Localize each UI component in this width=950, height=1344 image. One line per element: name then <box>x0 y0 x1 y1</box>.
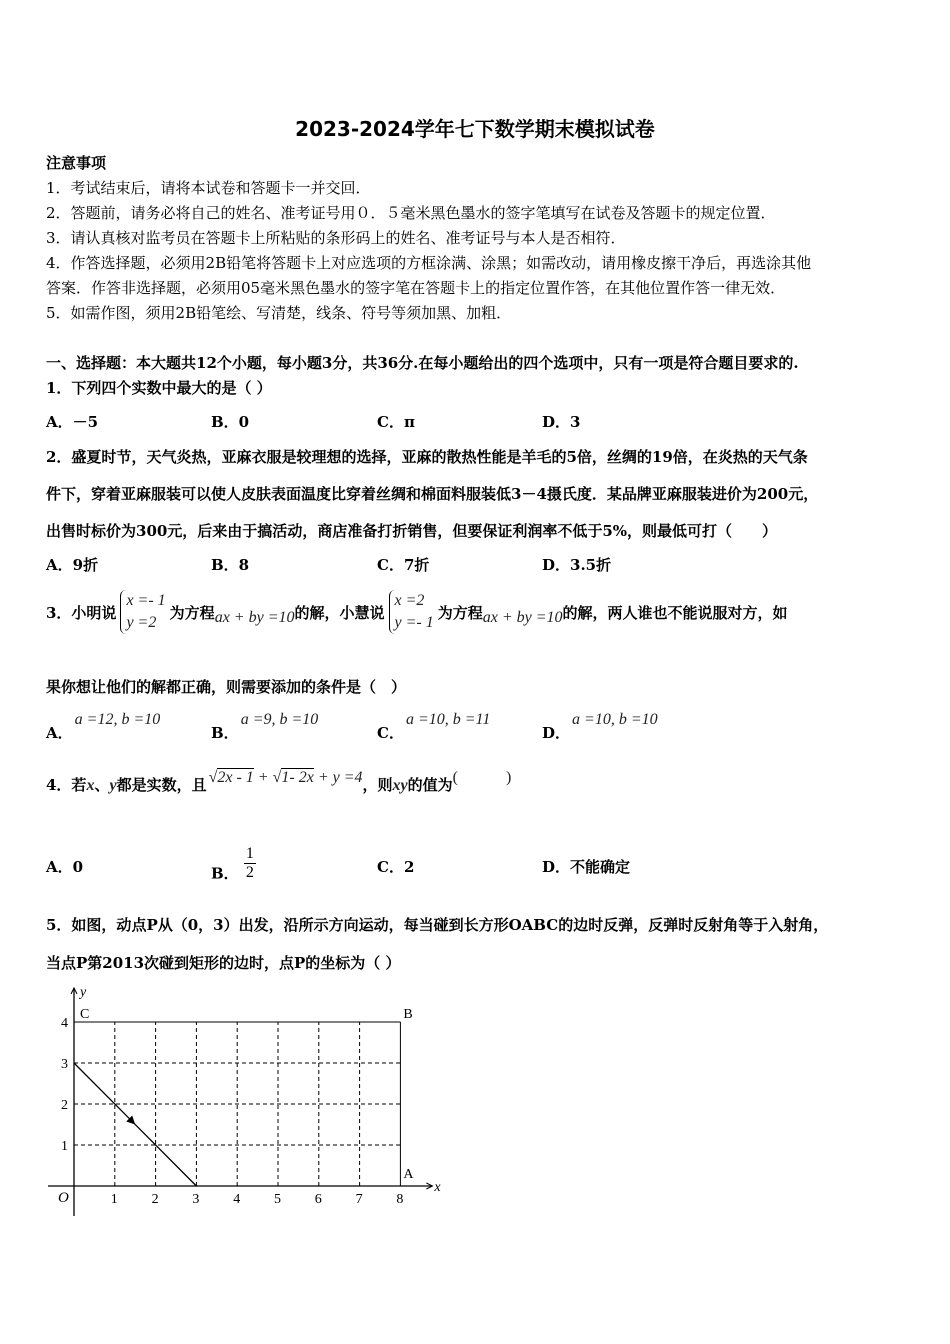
y-tick-label: 3 <box>61 1057 68 1072</box>
q3-option-c <box>377 708 491 742</box>
q4-option-c: C．2 <box>377 858 415 876</box>
q4-text: 的值为 <box>407 776 453 794</box>
q4-text: 4．若 <box>46 776 87 794</box>
option-math: a =9, b =10 <box>240 711 319 728</box>
path-series <box>74 1063 196 1186</box>
equation: y =- 1 <box>394 614 434 631</box>
numerator: 1 <box>245 845 254 862</box>
q4-option-b <box>211 845 256 893</box>
radicand: 1- 2x <box>281 769 314 786</box>
q3-line2: 果你想让他们的解都正确，则需要添加的条件是（ ） <box>46 678 407 696</box>
option-letter: A． <box>46 724 73 742</box>
q2-option-a: A．9折 <box>46 556 99 574</box>
q4-equation <box>209 769 363 787</box>
notice-item: 1．考试结束后，请将本试卷和答题卡一并交回． <box>46 179 371 197</box>
q3-stem <box>46 590 788 634</box>
y-tick-label: 1 <box>61 1139 68 1154</box>
q2-option-b: B．8 <box>211 556 250 574</box>
q3-text: 的解，两人谁也不能说服对方，如 <box>562 603 788 622</box>
q1-stem: 1．下列四个实数中最大的是（ ） <box>46 379 272 397</box>
q3-equation: ax + by =10 <box>482 609 563 626</box>
x-tick-label: 7 <box>355 1192 363 1207</box>
q4-option-d: D．不能确定 <box>542 858 631 876</box>
y-tick-label: 2 <box>61 1098 68 1113</box>
notice-item: 3．请认真核对监考员在答题卡上所粘贴的条形码上的姓名、准考证号与本人是否相符． <box>46 229 626 247</box>
q5-figure <box>0 978 950 1218</box>
q3-option-b <box>211 708 319 742</box>
q2-line: 2．盛夏时节，天气炎热，亚麻衣服是较理想的选择，亚麻的散热性能是羊毛的5倍，丝绸的19倍，在炎热的天气条 <box>46 448 808 466</box>
q1-option-d: D．3 <box>542 413 581 431</box>
y-tick-label: 4 <box>61 1016 68 1031</box>
x-tick-label: 1 <box>110 1192 118 1207</box>
q4-var: x <box>86 777 95 794</box>
x-tick-label: 3 <box>192 1192 200 1207</box>
q3-option-a <box>46 708 161 742</box>
tick-labels <box>58 985 441 1207</box>
equation: y =2 <box>126 614 157 631</box>
denominator: 2 <box>245 864 254 881</box>
y-axis-label: y <box>80 985 87 1000</box>
q5-line: 当点P第2013次碰到矩形的边时，点P的坐标为（ ） <box>46 954 401 972</box>
q2-line: 件下，穿着亚麻服装可以使人皮肤表面温度比穿着丝绸和棉面料服装低3－4摄氏度．某品牌亚麻服装进价为200元， <box>46 485 819 503</box>
origin-label: O <box>58 1190 69 1206</box>
q4-text: 、 <box>94 776 110 794</box>
option-letter: B． <box>211 724 239 742</box>
x-tick-label: 2 <box>151 1192 159 1207</box>
page-title: 2023-2024学年七下数学期末模拟试卷 <box>295 117 655 141</box>
q2-line: 出售时标价为300元，后来由于搞活动，商店准备打折销售，但要保证利润率不低于5%，则最低可打（ ） <box>46 522 778 540</box>
notice-item: 5．如需作图，须用2B铅笔绘、写清楚，线条、符号等须加黑、加粗． <box>46 304 512 322</box>
q3-text: 3．小明说 <box>46 603 117 622</box>
option-letter: C． <box>377 724 404 742</box>
q3-text: 的解，小慧说 <box>294 603 385 622</box>
x-tick-label: 4 <box>233 1192 241 1207</box>
radicand: 2x - 1 <box>217 769 254 786</box>
q3-system-1 <box>120 590 165 634</box>
notice-item: 2．答题前，请务必将自己的姓名、准考证号用０．５毫米黑色墨水的签字笔填写在试卷及答题卡的规定位置． <box>46 204 776 222</box>
x-axis-label: x <box>434 1180 441 1195</box>
x-tick-label: 8 <box>396 1192 404 1207</box>
sqrt-icon: √ <box>208 769 218 786</box>
q4-var: y <box>109 777 117 794</box>
operator: + <box>253 769 273 786</box>
section-heading: 一、选择题：本大题共12个小题，每小题3分，共36分.在每小题给出的四个选项中，只有一项是符合题目要求的. <box>46 354 799 372</box>
q1-option-c: C．π <box>377 413 415 431</box>
x-tick-label: 6 <box>314 1192 322 1207</box>
q1-option-a: A．－5 <box>46 413 99 431</box>
option-math: a =10, b =10 <box>572 711 658 728</box>
q3-equation: ax + by =10 <box>214 609 295 626</box>
fraction <box>244 845 256 882</box>
q5-line: 5．如图，动点P从（0，3）出发，沿所示方向运动，每当碰到长方形OABC的边时反弹，反弹时反射角等于入射角， <box>46 916 829 934</box>
option-letter: B． <box>211 864 239 883</box>
notice-item: 4．作答选择题，必须用2B铅笔将答题卡上对应选项的方框涂满、涂黑；如需改动，请用橡皮擦干净后，再选涂其他 <box>46 254 812 272</box>
q3-option-d <box>542 708 658 742</box>
equation: x =- 1 <box>126 592 166 609</box>
q4-option-a: A．0 <box>46 858 84 876</box>
q3-text: 为方程 <box>437 603 483 622</box>
q1-option-b: B．0 <box>211 413 250 431</box>
q2-option-d: D．3.5折 <box>542 556 612 574</box>
q4-text: ，则 <box>362 776 393 794</box>
sqrt-icon: √ <box>272 769 282 786</box>
q3-system-2 <box>389 590 434 634</box>
option-math: a =12, b =10 <box>74 711 161 728</box>
q4-stem <box>46 769 512 795</box>
notice-heading: 注意事项 <box>46 154 107 172</box>
equation: x =2 <box>394 592 425 609</box>
point-label: C <box>80 1007 90 1022</box>
q4-text: 都是实数，且 <box>116 776 207 794</box>
q4-answer-paren: ( ) <box>452 769 512 786</box>
x-tick-label: 5 <box>274 1192 281 1207</box>
option-math: a =10, b =11 <box>405 711 491 728</box>
notice-item: 答案．作答非选择题，必须用05毫米黑色墨水的签字笔在答题卡上的指定位置作答，在其他位置作答一律无效． <box>46 279 786 297</box>
q2-option-c: C．7折 <box>377 556 430 574</box>
q4-var: xy <box>392 777 408 794</box>
q3-text: 为方程 <box>169 603 215 622</box>
grid <box>74 1022 400 1186</box>
equation-tail: + y =4 <box>313 769 363 786</box>
option-letter: D． <box>542 724 571 742</box>
point-label: A <box>403 1167 414 1182</box>
point-label: B <box>403 1007 413 1022</box>
